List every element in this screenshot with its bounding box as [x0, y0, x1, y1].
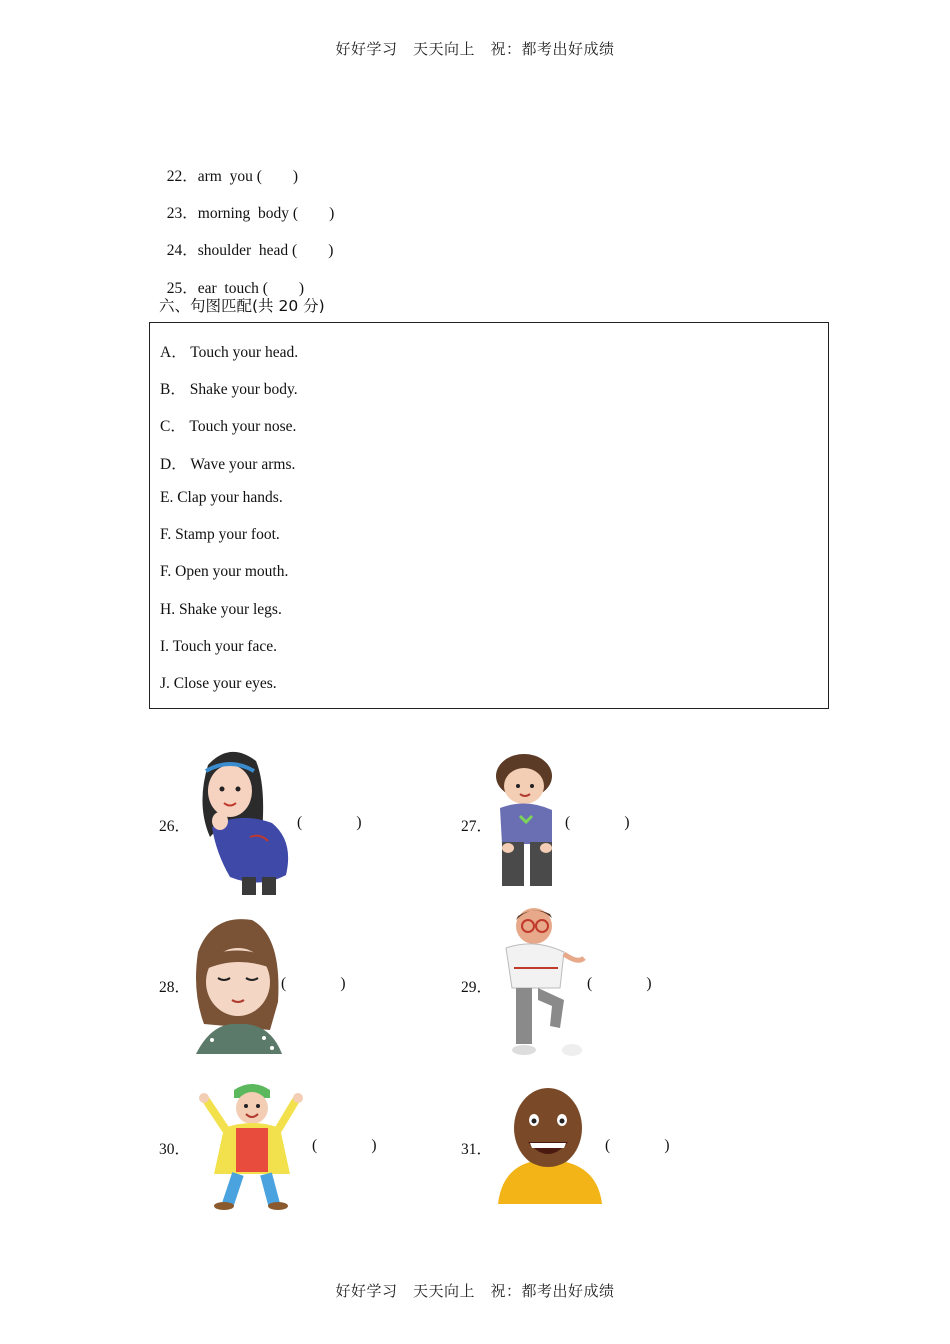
- section-title: 六、句图匹配(共 20 分): [159, 297, 325, 315]
- question-text: arm you ( ): [197, 168, 299, 185]
- question-number: 24．: [166, 242, 198, 259]
- girl-closing-eyes-icon: [192, 912, 284, 1054]
- option-b: B． Shake your body.: [160, 381, 298, 398]
- boy-stamping-foot-icon: [494, 904, 590, 1064]
- question-25: [159, 258, 304, 298]
- boy-waving-arms-icon: [198, 1078, 306, 1212]
- item-30-number: 30．: [159, 1141, 191, 1158]
- option-h: H. Shake your legs.: [160, 601, 282, 618]
- option-e: E. Clap your hands.: [160, 489, 283, 506]
- question-number: 25．: [166, 280, 198, 297]
- item-31-number: 31．: [461, 1141, 493, 1158]
- question-text: shoulder head ( ): [197, 242, 334, 259]
- page-header: 好好学习 天天向上 祝：都考出好成绩: [335, 40, 615, 58]
- item-26-answer[interactable]: ( ): [297, 814, 362, 831]
- option-f: F. Stamp your foot.: [160, 526, 280, 543]
- item-31-answer[interactable]: ( ): [605, 1137, 670, 1154]
- option-a: A． Touch your head.: [160, 344, 299, 361]
- item-28-number: 28．: [159, 979, 191, 996]
- item-29-answer[interactable]: ( ): [587, 975, 652, 992]
- item-27-answer[interactable]: ( ): [565, 814, 630, 831]
- option-g: F. Open your mouth.: [160, 563, 289, 580]
- item-27-number: 27．: [461, 818, 493, 835]
- item-28-answer[interactable]: ( ): [281, 975, 346, 992]
- item-30-answer[interactable]: ( ): [312, 1137, 377, 1154]
- option-i: I. Touch your face.: [160, 638, 277, 655]
- page-footer: 好好学习 天天向上 祝：都考出好成绩: [335, 1282, 615, 1300]
- item-26-number: 26．: [159, 818, 191, 835]
- question-text: morning body ( ): [197, 205, 335, 222]
- question-22: [159, 146, 298, 186]
- question-text: ear touch ( ): [197, 280, 305, 297]
- item-29-number: 29．: [461, 979, 493, 996]
- question-number: 23．: [166, 205, 198, 222]
- girl-touching-face-icon: [190, 745, 300, 897]
- boy-hands-on-knees-icon: [490, 752, 570, 890]
- options-box: [149, 322, 829, 709]
- boy-open-mouth-icon: [494, 1086, 606, 1204]
- question-24: [159, 220, 333, 260]
- option-j: J. Close your eyes.: [160, 675, 277, 692]
- question-number: 22．: [166, 168, 198, 185]
- option-c: C． Touch your nose.: [160, 418, 297, 435]
- question-23: [159, 183, 334, 223]
- option-d: D． Wave your arms.: [160, 456, 296, 473]
